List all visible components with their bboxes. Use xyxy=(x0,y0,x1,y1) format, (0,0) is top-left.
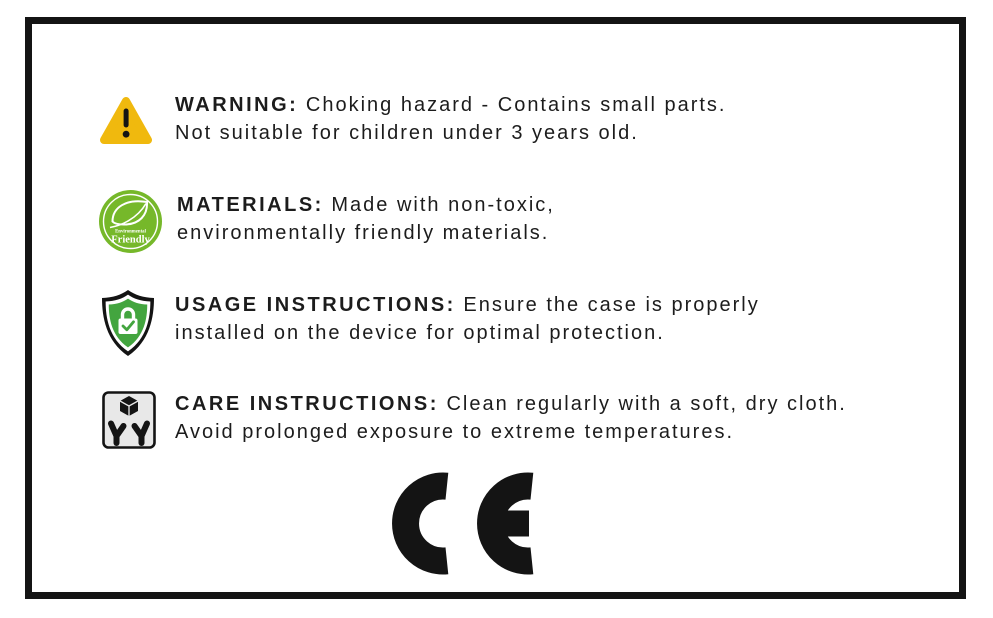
ce-mark-box xyxy=(392,472,542,575)
ce-mark-icon xyxy=(392,472,542,575)
handle-with-care-icon xyxy=(102,391,156,449)
warning-rest: Choking hazard - Contains small parts. xyxy=(298,94,727,116)
care-rest: Clean regularly with a soft, dry cloth. xyxy=(438,393,847,415)
care-icon-box xyxy=(102,391,156,449)
warning-text xyxy=(175,91,726,147)
usage-label: USAGE INSTRUCTIONS: xyxy=(175,294,456,316)
care-text xyxy=(175,390,847,446)
warning-icon-box xyxy=(100,96,152,146)
shield-lock-icon xyxy=(100,289,156,357)
usage-line2: installed on the device for optimal protection. xyxy=(175,322,665,344)
warning-line1 xyxy=(175,91,726,119)
usage-icon-box xyxy=(100,289,156,357)
eco-badge-top-text: Environmental xyxy=(115,229,146,235)
materials-rest: Made with non-toxic, xyxy=(323,194,555,216)
care-line1 xyxy=(175,390,847,418)
usage-text xyxy=(175,291,760,347)
usage-line1 xyxy=(175,291,760,319)
materials-line1 xyxy=(177,191,555,219)
care-line2: Avoid prolonged exposure to extreme temperatures. xyxy=(175,421,735,443)
warning-line2: Not suitable for children under 3 years old. xyxy=(175,122,639,144)
eco-badge-bottom-text: Friendly xyxy=(111,234,150,246)
materials-line2: environmentally friendly materials. xyxy=(177,222,550,244)
warning-triangle-icon xyxy=(100,96,152,146)
warning-label: WARNING: xyxy=(175,94,299,116)
materials-text xyxy=(177,191,555,247)
eco-friendly-badge-icon xyxy=(99,190,162,253)
materials-label: MATERIALS: xyxy=(177,194,324,216)
usage-rest: Ensure the case is properly xyxy=(455,294,760,316)
materials-icon-box xyxy=(99,190,162,253)
care-label: CARE INSTRUCTIONS: xyxy=(175,393,439,415)
